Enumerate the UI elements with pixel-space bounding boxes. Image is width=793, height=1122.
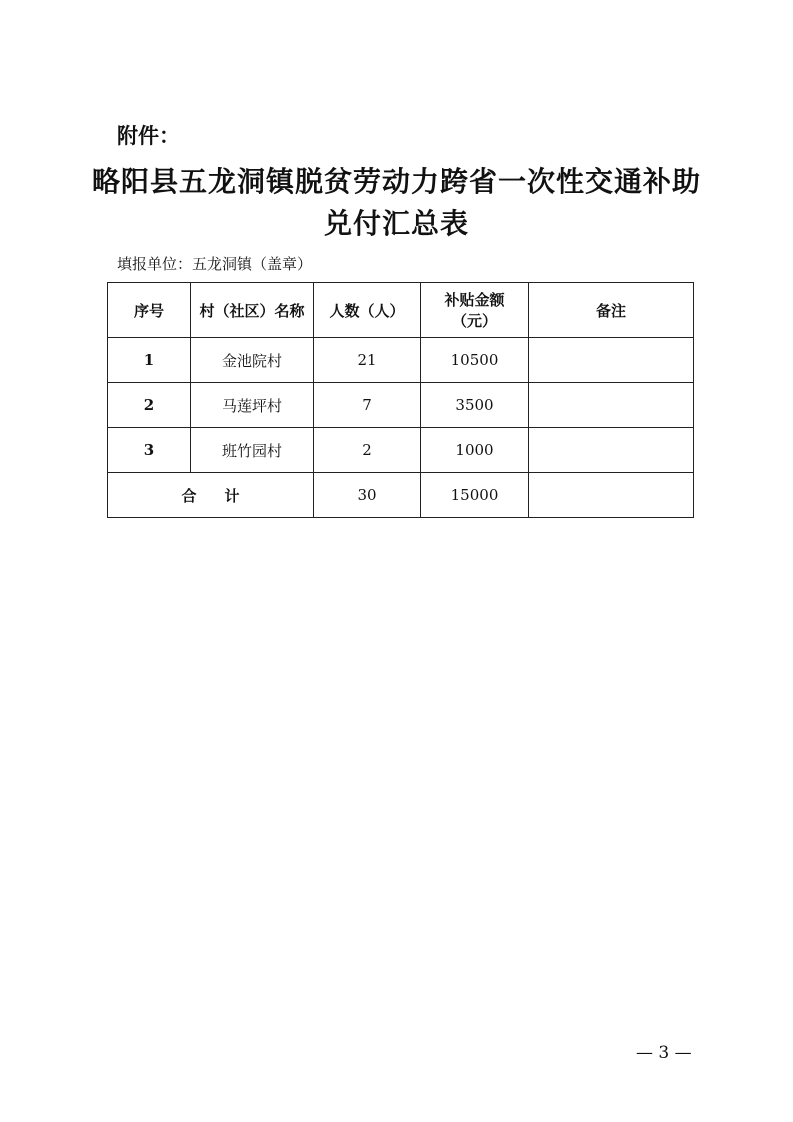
- cell-amount: 1000: [421, 428, 529, 473]
- header-subsidy: [421, 283, 529, 338]
- header-seq: 序号: [108, 283, 191, 338]
- header-village: 村（社区）名称: [191, 283, 314, 338]
- cell-seq: 1: [108, 338, 191, 383]
- total-label-part1: 合: [181, 486, 197, 505]
- cell-people: 21: [314, 338, 421, 383]
- header-people: 人数（人）: [314, 283, 421, 338]
- cell-people: 7: [314, 383, 421, 428]
- table-row: [108, 383, 694, 428]
- cell-remark: [529, 383, 694, 428]
- table-header-row: [108, 283, 694, 338]
- total-label: [108, 473, 314, 518]
- table-row: [108, 338, 694, 383]
- total-label-part2: 计: [224, 486, 240, 505]
- attachment-label: 附件：: [117, 124, 180, 148]
- cell-seq: 3: [108, 428, 191, 473]
- cell-village: 马莲坪村: [191, 383, 314, 428]
- cell-remark: [529, 338, 694, 383]
- total-people: 30: [314, 473, 421, 518]
- cell-people: 2: [314, 428, 421, 473]
- filler-unit: 填报单位：五龙洞镇（盖章）: [117, 255, 313, 273]
- cell-amount: 3500: [421, 383, 529, 428]
- table-row: [108, 428, 694, 473]
- cell-village: 班竹园村: [191, 428, 314, 473]
- total-row: [108, 473, 694, 518]
- document-title-line2: 兑付汇总表: [323, 207, 469, 240]
- summary-table: [107, 282, 694, 518]
- header-subsidy-line1: 补贴金额: [444, 291, 505, 309]
- header-remark: 备注: [529, 283, 694, 338]
- cell-seq: 2: [108, 383, 191, 428]
- cell-amount: 10500: [421, 338, 529, 383]
- cell-village: 金池院村: [191, 338, 314, 383]
- cell-remark: [529, 428, 694, 473]
- total-amount: 15000: [421, 473, 529, 518]
- document-title-line1: 略阳县五龙洞镇脱贫劳动力跨省一次性交通补助: [91, 165, 701, 198]
- header-subsidy-line2: （元）: [451, 312, 497, 330]
- total-remark: [529, 473, 694, 518]
- page-number: — 3 —: [636, 1043, 692, 1063]
